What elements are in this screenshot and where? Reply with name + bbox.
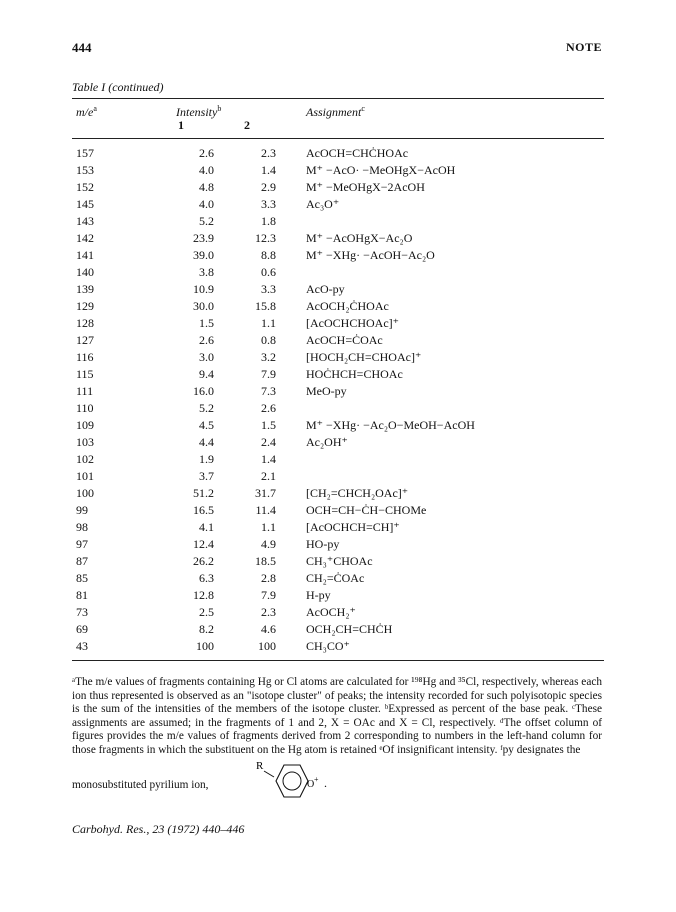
intensity-2-cell: 1.8	[261, 214, 276, 228]
table-row	[72, 571, 604, 589]
svg-text:+: +	[314, 775, 319, 784]
table-row	[72, 605, 604, 623]
mz-cell: 109	[76, 418, 94, 432]
table-row	[72, 333, 604, 351]
intensity-1-cell: 5.2	[199, 401, 214, 415]
intensity-1-cell: 2.6	[199, 333, 214, 347]
assignment-cell: AcOCH₂⁺	[306, 605, 356, 619]
mz-cell: 145	[76, 197, 94, 211]
table-row	[72, 639, 604, 657]
intensity-1-cell: 3.7	[199, 469, 214, 483]
mz-cell: 111	[76, 384, 94, 398]
mz-cell: 141	[76, 248, 94, 262]
intensity-1-cell: 3.0	[199, 350, 214, 364]
intensity-2-cell: 7.3	[261, 384, 276, 398]
intensity-1-cell: 3.8	[199, 265, 214, 279]
assignment-cell: Ac₂OH⁺	[306, 435, 348, 449]
intensity-2-cell: 0.6	[261, 265, 276, 279]
assignment-cell: M⁺ −AcOHgX−Ac₂O	[306, 231, 413, 245]
header-intensity: Intensity$^b$	[176, 104, 222, 119]
table-row	[72, 146, 604, 164]
table-row	[72, 265, 604, 283]
assignment-cell: AcOCH₂ĊHOAc	[306, 299, 389, 313]
mz-cell: 143	[76, 214, 94, 228]
table-row	[72, 214, 604, 232]
intensity-2-cell: 8.8	[261, 248, 276, 262]
table-row	[72, 537, 604, 555]
table-row	[72, 486, 604, 504]
mz-cell: 116	[76, 350, 94, 364]
table-row	[72, 469, 604, 487]
intensity-1-cell: 2.5	[199, 605, 214, 619]
intensity-1-cell: 16.0	[193, 384, 214, 398]
mz-cell: 102	[76, 452, 94, 466]
intensity-1-cell: 6.3	[199, 571, 214, 585]
mz-cell: 157	[76, 146, 94, 160]
mz-cell: 142	[76, 231, 94, 245]
assignment-cell: [AcOCHCH=CH]⁺	[306, 520, 400, 534]
intensity-1-cell: 4.5	[199, 418, 214, 432]
intensity-1-cell: 16.5	[193, 503, 214, 517]
table-row	[72, 231, 604, 249]
intensity-1-cell: 30.0	[193, 299, 214, 313]
intensity-2-cell: 2.8	[261, 571, 276, 585]
header-rule	[72, 138, 604, 139]
intensity-2-cell: 1.4	[261, 163, 276, 177]
intensity-1-cell: 4.4	[199, 435, 214, 449]
table-row	[72, 197, 604, 215]
intensity-2-cell: 11.4	[255, 503, 276, 517]
table-row	[72, 248, 604, 266]
table-row	[72, 316, 604, 334]
mz-cell: 69	[76, 622, 88, 636]
assignment-cell: CH₃CO⁺	[306, 639, 350, 653]
table-row	[72, 418, 604, 436]
table-row	[72, 435, 604, 453]
intensity-1-cell: 100	[196, 639, 214, 653]
mz-cell: 129	[76, 299, 94, 313]
mz-cell: 99	[76, 503, 88, 517]
mz-cell: 139	[76, 282, 94, 296]
intensity-1-cell: 1.5	[199, 316, 214, 330]
table-row	[72, 520, 604, 538]
intensity-2-cell: 3.2	[261, 350, 276, 364]
assignment-cell: CH₃⁺CHOAc	[306, 554, 373, 568]
intensity-1-cell: 4.0	[199, 163, 214, 177]
assignment-cell: AcOCH=CHĊHOAc	[306, 146, 409, 160]
header-col-1: 1	[178, 118, 184, 132]
table-row	[72, 622, 604, 640]
assignment-cell: [HOCH₂CH=CHOAc]⁺	[306, 350, 422, 364]
header-mz: $m/e^a$	[76, 104, 97, 119]
intensity-1-cell: 5.2	[199, 214, 214, 228]
intensity-2-cell: 4.6	[261, 622, 276, 636]
assignment-cell: HOĊHCH=CHOAc	[306, 367, 403, 381]
mz-cell: 127	[76, 333, 94, 347]
intensity-2-cell: 7.9	[261, 588, 276, 602]
intensity-1-cell: 26.2	[193, 554, 214, 568]
intensity-2-cell: 15.8	[255, 299, 276, 313]
intensity-1-cell: 12.8	[193, 588, 214, 602]
intensity-2-cell: 2.4	[261, 435, 276, 449]
table-caption: Table I (continued)	[72, 80, 164, 94]
assignment-cell: OCH₂CH=CHĊH	[306, 622, 393, 636]
mz-cell: 85	[76, 571, 88, 585]
intensity-1-cell: 12.4	[193, 537, 214, 551]
running-head: NOTE	[566, 40, 603, 54]
page-number: 444	[72, 40, 92, 55]
table-row	[72, 401, 604, 419]
intensity-2-cell: 2.1	[261, 469, 276, 483]
mz-cell: 140	[76, 265, 94, 279]
journal-reference: Carbohyd. Res., 23 (1972) 440–446	[72, 822, 245, 836]
table-bottom-rule	[72, 660, 604, 661]
assignment-cell: M⁺ −XHg· −AcOH−Ac₂O	[306, 248, 435, 262]
intensity-2-cell: 3.3	[261, 197, 276, 211]
intensity-2-cell: 4.9	[261, 537, 276, 551]
table-row	[72, 367, 604, 385]
mz-cell: 81	[76, 588, 88, 602]
table-row	[72, 350, 604, 368]
header-assignment: Assignment$^c$	[306, 104, 365, 119]
table-row	[72, 588, 604, 606]
assignment-cell: MeO-py	[306, 384, 347, 398]
assignment-cell: [AcOCHCHOAc]⁺	[306, 316, 399, 330]
intensity-2-cell: 2.6	[261, 401, 276, 415]
table-row	[72, 163, 604, 181]
assignment-cell: Ac₃O⁺	[306, 197, 340, 211]
intensity-2-cell: 7.9	[261, 367, 276, 381]
mz-cell: 110	[76, 401, 94, 415]
table-row	[72, 180, 604, 198]
mz-cell: 103	[76, 435, 94, 449]
table-row	[72, 503, 604, 521]
table-top-rule	[72, 98, 604, 99]
mz-cell: 43	[76, 639, 88, 653]
assignment-cell: OCH=CH−ĊH−CHOMe	[306, 503, 427, 517]
table-row	[72, 554, 604, 572]
intensity-2-cell: 1.1	[261, 520, 276, 534]
table-row	[72, 299, 604, 317]
table-row	[72, 282, 604, 300]
intensity-2-cell: 18.5	[255, 554, 276, 568]
assignment-cell: HO-py	[306, 537, 340, 551]
mz-cell: 115	[76, 367, 94, 381]
intensity-1-cell: 10.9	[193, 282, 214, 296]
intensity-1-cell: 23.9	[193, 231, 214, 245]
svg-text:O: O	[307, 779, 315, 790]
intensity-1-cell: 8.2	[199, 622, 214, 636]
table-row	[72, 384, 604, 402]
intensity-2-cell: 2.3	[261, 146, 276, 160]
pyrylium-ring-structure	[254, 757, 334, 805]
footnotes: ᵃThe m/e values of fragments containing Hg or Cl atoms are calculated for ¹⁹⁸Hg and ³⁵Cl, respectively, whereas each ion thus represented is observed as an "isotope cluster" of peaks; the intensity recorded for such polyisotopic species is the sum of the intensities of the members of the isotope cluster. ᵇExpressed as percent of the base peak. ᶜThese assignments are assumed; in the fragments of 1 and 2, X = OAc and X = Cl, respectively. ᵈThe offset column of figures provides the m/e values of fragments derived from 2 corresponding to numbers in the left-hand column for those fragments in which the substituent on the Hg atom is retained ᵉOf insignificant intensity. ᶠpy designates the	[72, 676, 602, 756]
intensity-2-cell: 1.5	[261, 418, 276, 432]
mz-cell: 98	[76, 520, 88, 534]
intensity-1-cell: 4.0	[199, 197, 214, 211]
mz-cell: 100	[76, 486, 94, 500]
assignment-cell: M⁺ −XHg· −Ac₂O−MeOH−AcOH	[306, 418, 475, 432]
header-col-2: 2	[244, 118, 250, 132]
assignment-cell: AcOCH=ĊOAc	[306, 333, 383, 347]
mz-cell: 87	[76, 554, 88, 568]
assignment-cell: [CH₂=CHCH₂OAc]⁺	[306, 486, 409, 500]
intensity-1-cell: 1.9	[199, 452, 214, 466]
intensity-2-cell: 1.4	[261, 452, 276, 466]
intensity-2-cell: 12.3	[255, 231, 276, 245]
intensity-2-cell: 2.3	[261, 605, 276, 619]
intensity-1-cell: 9.4	[199, 367, 214, 381]
mz-cell: 128	[76, 316, 94, 330]
mz-cell: 152	[76, 180, 94, 194]
ring-substituent-label: R	[256, 760, 264, 772]
intensity-2-cell: 2.9	[261, 180, 276, 194]
assignment-cell: AcO-py	[306, 282, 345, 296]
mz-cell: 97	[76, 537, 88, 551]
assignment-cell: CH₂=ĊOAc	[306, 571, 365, 585]
intensity-1-cell: 39.0	[193, 248, 214, 262]
intensity-2-cell: 1.1	[261, 316, 276, 330]
assignment-cell: M⁺ −AcO· −MeOHgX−AcOH	[306, 163, 456, 177]
assignment-cell: M⁺ −MeOHgX−2AcOH	[306, 180, 425, 194]
intensity-2-cell: 100	[258, 639, 276, 653]
intensity-1-cell: 4.1	[199, 520, 214, 534]
intensity-1-cell: 51.2	[193, 486, 214, 500]
intensity-2-cell: 3.3	[261, 282, 276, 296]
intensity-2-cell: 0.8	[261, 333, 276, 347]
assignment-cell: H-py	[306, 588, 331, 602]
pyrylium-caption: monosubstituted pyrilium ion,	[72, 779, 209, 791]
mz-cell: 153	[76, 163, 94, 177]
intensity-1-cell: 4.8	[199, 180, 214, 194]
mz-cell: 73	[76, 605, 88, 619]
intensity-2-cell: 31.7	[255, 486, 276, 500]
svg-text:.: .	[324, 776, 327, 790]
table-row	[72, 452, 604, 470]
mz-cell: 101	[76, 469, 94, 483]
intensity-1-cell: 2.6	[199, 146, 214, 160]
